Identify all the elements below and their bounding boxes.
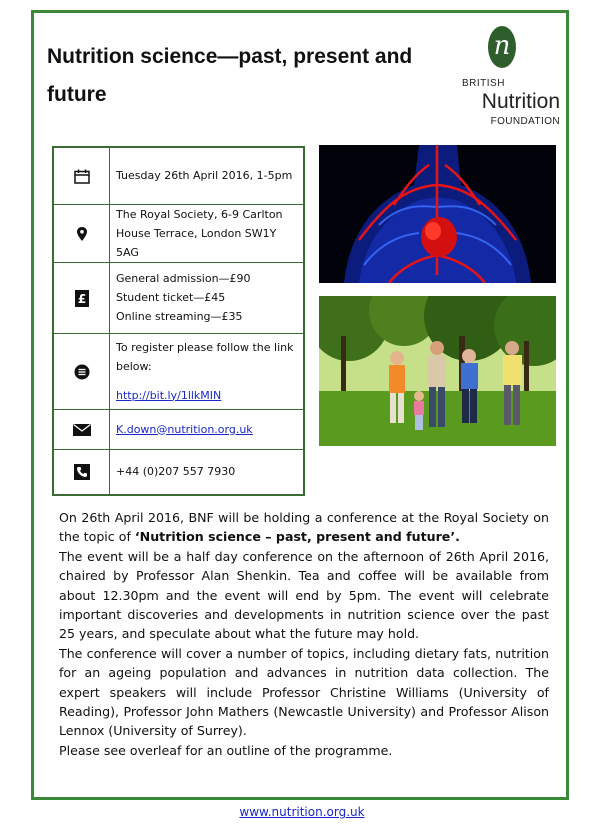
register-text-2: below: (116, 359, 152, 373)
venue-line-1: The Royal Society, 6-9 Carlton (116, 207, 283, 221)
description-paragraph-3: The conference will cover a number of topics, including dietary fats, nutrition for an ageing population and advances in nutrition data collection. The expert speakers will include Professor Christine Williams (University of Reading), Professor John Mathers (Newcastle University) and Professor Alison Lennox (University of Surrey). (59, 645, 549, 739)
event-date: Tuesday 26th April 2016, 1-5pm (116, 169, 293, 183)
info-row-phone (53, 449, 304, 495)
price-general: General admission—£90 (116, 272, 251, 285)
event-description (59, 508, 549, 760)
email-link[interactable]: K.down@nutrition.org.uk (116, 422, 253, 436)
logo-text-foundation: FOUNDATION (490, 116, 560, 127)
phone-number: +44 (0)207 557 7930 (116, 465, 236, 479)
info-row-email (53, 409, 304, 449)
register-icon (74, 364, 90, 380)
register-link[interactable]: http://bit.ly/1llkMIN (116, 388, 222, 402)
conference-topic: ‘Nutrition science – past, present and future’. (134, 529, 460, 545)
info-row-location (53, 204, 304, 262)
pound-icon (75, 290, 89, 307)
website-link[interactable]: www.nutrition.org.uk (239, 805, 365, 819)
phone-icon (74, 464, 90, 480)
family-park-image (319, 296, 556, 446)
circulatory-system-image (319, 145, 556, 283)
page-title: Nutrition science—past, present and future (47, 45, 413, 106)
info-row-register (53, 333, 304, 409)
envelope-icon (73, 424, 91, 436)
venue-line-2: House Terrace, London SW1Y 5AG (116, 226, 277, 259)
svg-text:£: £ (77, 291, 86, 306)
calendar-icon (74, 169, 90, 184)
bnf-logo (448, 26, 560, 130)
description-paragraph-4: Please see overleaf for an outline of the programme. (59, 742, 393, 758)
description-paragraph-2: The event will be a half day conference on the afternoon of 26th April 2016, chaired by Professor Alan Shenkin. Tea and coffee will be available from about 12.30pm and the event will end by 5pm. The event will celebrate important discoveries and developments in nutrition science over the past 25 years, and speculate about what the future may hold. (59, 548, 549, 642)
description-paragraph-1: On 26th April 2016, BNF will be holding a conference at the Royal Society on the topic of ‘Nutrition science – past, present and future’. (59, 510, 549, 545)
logo-text-british: BRITISH (462, 78, 505, 89)
info-row-date (53, 147, 304, 204)
price-student: Student ticket—£45 (116, 291, 226, 304)
logo-mark-icon: n (488, 26, 516, 68)
logo-text-nutrition: Nutrition (481, 90, 560, 113)
register-text-1: To register please follow the link (116, 340, 294, 354)
info-row-prices (53, 262, 304, 333)
price-streaming: Online streaming—£35 (116, 310, 243, 323)
event-info-table (52, 146, 305, 496)
location-pin-icon (76, 226, 88, 242)
